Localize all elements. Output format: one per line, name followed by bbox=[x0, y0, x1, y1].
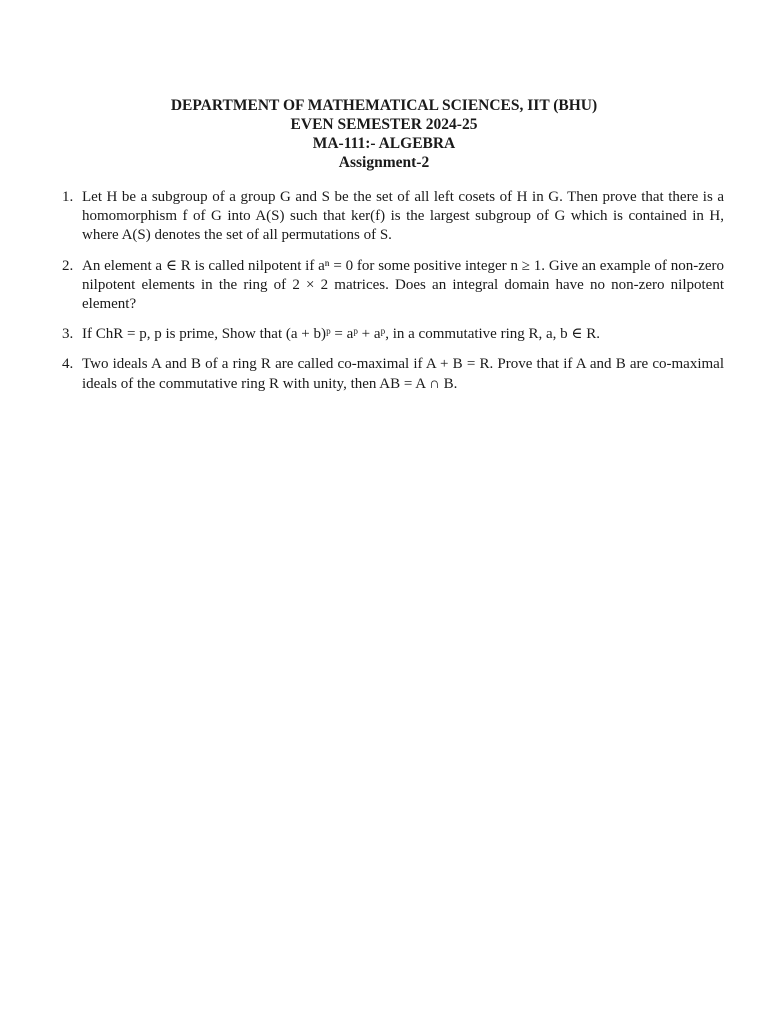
question-number: 1. bbox=[62, 189, 74, 205]
question-2 bbox=[62, 257, 724, 315]
question-text: An element a ∈ R is called nilpotent if aⁿ = 0 for some positive integer n ≥ 1. Give an example of non-zero nilpotent elements in the ring of 2 × 2 matrices. Does an integral domain have no non-zero nilpotent element? bbox=[82, 257, 724, 313]
semester-title: EVEN SEMESTER 2024-25 bbox=[290, 116, 478, 133]
question-3 bbox=[62, 325, 724, 344]
question-number: 3. bbox=[62, 326, 74, 343]
question-4 bbox=[62, 355, 724, 393]
assignment-title: Assignment-2 bbox=[338, 154, 430, 171]
question-number: 4. bbox=[62, 356, 74, 373]
question-number: 2. bbox=[62, 257, 74, 274]
question-text: If ChR = p, p is prime, Show that (a + b)ᵖ = aᵖ + aᵖ, in a commutative ring R, a, b ∈ R. bbox=[82, 326, 601, 343]
question-text: Two ideals A and B of a ring R are called co-maximal if A + B = R. Prove that if A and B are co-maximal ideals of the commutative ring R with unity, then AB = A ∩ B. bbox=[82, 356, 724, 392]
department-title: DEPARTMENT OF MATHEMATICAL SCIENCES, IIT (BHU) bbox=[170, 97, 598, 114]
question-list bbox=[62, 188, 724, 405]
question-text: Let H be a subgroup of a group G and S be the set of all left cosets of H in G. Then prove that there is a homomorphism f of G into A(S) such that ker(f) is the largest subgroup of G which is contained in H, where A(S) denotes the set of all permutations of S. bbox=[82, 189, 724, 244]
course-title: MA-111:- ALGEBRA bbox=[312, 135, 456, 152]
document-header bbox=[0, 96, 768, 172]
question-1 bbox=[62, 188, 724, 246]
